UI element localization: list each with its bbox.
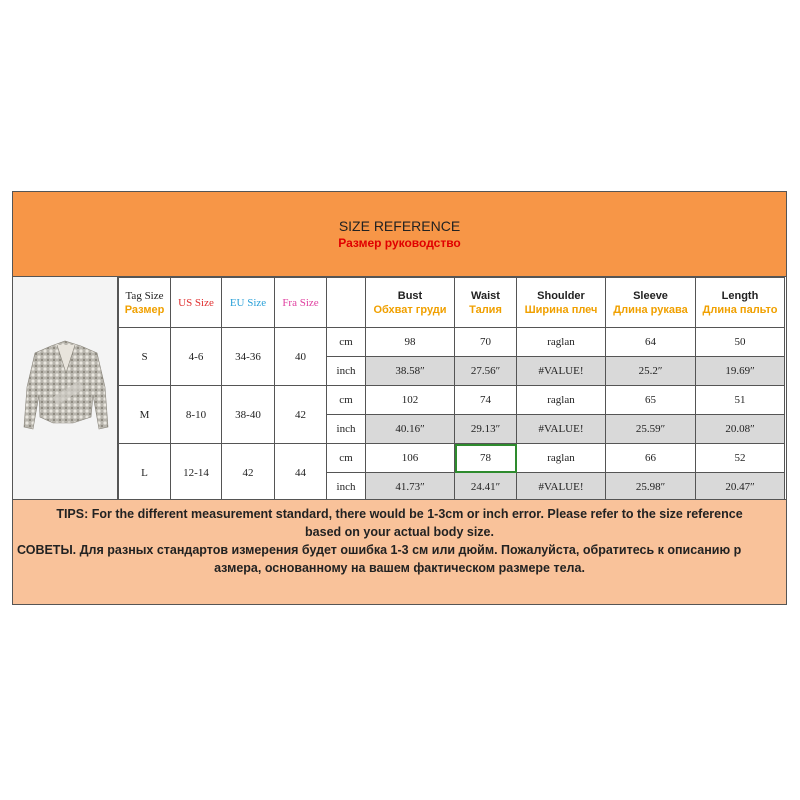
length-label-ru: Длина пальто	[702, 303, 778, 316]
sleeve-label: Sleeve	[633, 289, 668, 302]
size-table	[118, 277, 785, 502]
tips-ru-line2: азмера, основанному на вашем фактическом размере тела.	[214, 561, 585, 575]
fra-size-cell: 42	[275, 386, 327, 444]
sleeve-cell: 25.59″	[606, 415, 696, 444]
bust-cell: 40.16″	[366, 415, 455, 444]
shoulder-cell: #VALUE!	[517, 357, 606, 386]
us-size-label: US Size	[178, 296, 214, 309]
chart-header	[13, 192, 786, 277]
shoulder-cell: raglan	[517, 386, 606, 415]
product-photo	[13, 277, 118, 499]
shoulder-cell: raglan	[517, 444, 606, 473]
waist-cell: 29.13″	[455, 415, 517, 444]
length-cell: 52	[696, 444, 785, 473]
bust-label: Bust	[397, 289, 423, 302]
bust-label-ru: Обхват груди	[373, 303, 447, 316]
length-cell: 50	[696, 328, 785, 357]
bust-cell: 41.73″	[366, 473, 455, 502]
col-header-tag-size	[119, 278, 171, 328]
shoulder-cell: #VALUE!	[517, 473, 606, 502]
waist-cell: 24.41″	[455, 473, 517, 502]
us-size-cell: 4-6	[171, 328, 222, 386]
eu-size-cell: 34-36	[222, 328, 275, 386]
col-header-bust	[366, 278, 455, 328]
waist-cell-selected[interactable]: 78	[455, 444, 517, 473]
col-header-length	[696, 278, 785, 328]
tag-size-label-ru: Размер	[124, 303, 165, 316]
shoulder-cell: raglan	[517, 328, 606, 357]
tag-size-label: Tag Size	[125, 289, 164, 302]
tips-ru-line1: СОВЕТЫ. Для разных стандартов измерения будет ошибка 1-3 см или дюйм. Пожалуйста, обратитесь к описанию р	[17, 543, 742, 557]
col-header-waist	[455, 278, 517, 328]
waist-label-ru: Талия	[469, 303, 502, 316]
table-row	[119, 328, 785, 357]
sleeve-cell: 25.2″	[606, 357, 696, 386]
waist-label: Waist	[471, 289, 500, 302]
sleeve-cell: 66	[606, 444, 696, 473]
size-chart	[12, 191, 787, 605]
unit-cell: inch	[327, 415, 366, 444]
shoulder-cell: #VALUE!	[517, 415, 606, 444]
waist-cell: 70	[455, 328, 517, 357]
fra-size-cell: 40	[275, 328, 327, 386]
eu-size-cell: 42	[222, 444, 275, 502]
col-header-eu-size	[222, 278, 275, 328]
col-header-sleeve	[606, 278, 696, 328]
bust-cell: 98	[366, 328, 455, 357]
tips-en-line1: TIPS: For the different measurement standard, there would be 1-3cm or inch error. Please refer to the size reference	[56, 507, 743, 521]
tips-panel	[13, 499, 786, 604]
length-label: Length	[721, 289, 759, 302]
tag-size-cell: M	[119, 386, 171, 444]
length-cell: 51	[696, 386, 785, 415]
unit-cell: cm	[327, 444, 366, 473]
sleeve-cell: 64	[606, 328, 696, 357]
col-header-fra-size	[275, 278, 327, 328]
unit-cell: inch	[327, 473, 366, 502]
us-size-cell: 8-10	[171, 386, 222, 444]
unit-cell: cm	[327, 328, 366, 357]
bust-cell: 106	[366, 444, 455, 473]
length-cell: 19.69″	[696, 357, 785, 386]
eu-size-cell: 38-40	[222, 386, 275, 444]
fra-size-cell: 44	[275, 444, 327, 502]
tips-en-line2: based on your actual body size.	[305, 525, 494, 539]
table-row	[119, 386, 785, 415]
sleeve-cell: 25.98″	[606, 473, 696, 502]
unit-cell: inch	[327, 357, 366, 386]
tag-size-cell: S	[119, 328, 171, 386]
waist-cell: 27.56″	[455, 357, 517, 386]
col-header-unit	[327, 278, 366, 328]
sleeve-label-ru: Длина рукава	[613, 303, 688, 316]
chart-title: SIZE REFERENCE	[338, 218, 461, 234]
sleeve-cell: 65	[606, 386, 696, 415]
table-row	[119, 444, 785, 473]
chart-subtitle: Размер руководство	[338, 236, 461, 250]
us-size-cell: 12-14	[171, 444, 222, 502]
bust-cell: 102	[366, 386, 455, 415]
eu-size-label: EU Size	[229, 296, 267, 309]
tag-size-cell: L	[119, 444, 171, 502]
length-cell: 20.08″	[696, 415, 785, 444]
unit-cell: cm	[327, 386, 366, 415]
bust-cell: 38.58″	[366, 357, 455, 386]
length-cell: 20.47″	[696, 473, 785, 502]
waist-cell: 74	[455, 386, 517, 415]
shoulder-label-ru: Ширина плеч	[524, 303, 598, 316]
fra-size-label: Fra Size	[282, 296, 319, 309]
col-header-us-size	[171, 278, 222, 328]
sequin-blouse-photo	[13, 277, 118, 499]
shoulder-label: Shoulder	[537, 289, 585, 302]
col-header-shoulder	[517, 278, 606, 328]
